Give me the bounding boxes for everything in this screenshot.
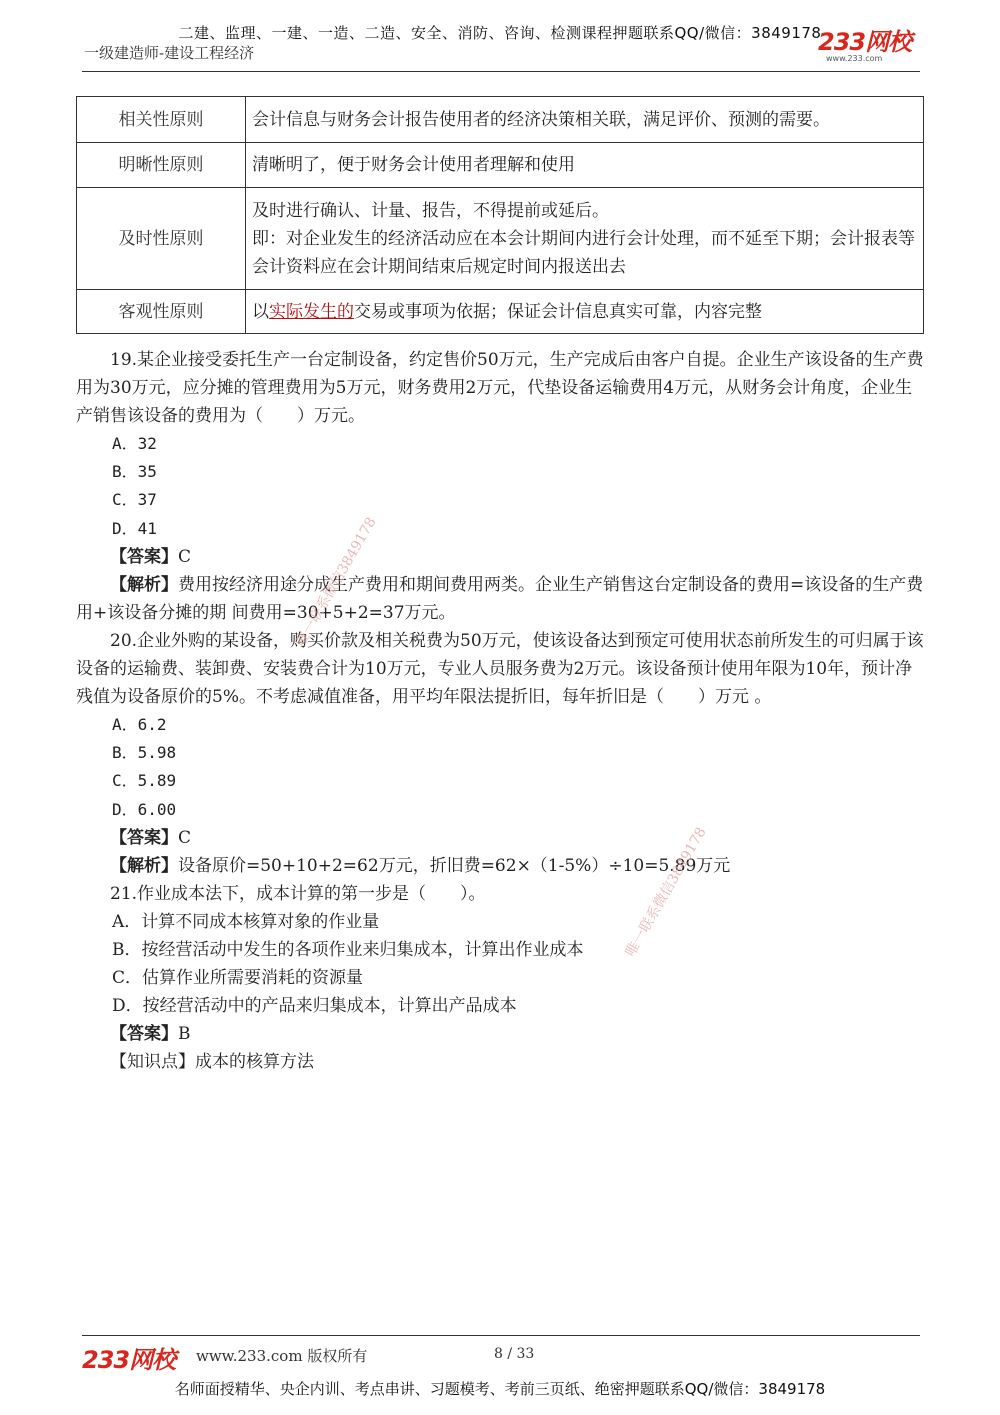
q19-stem: 19.某企业接受委托生产一台定制设备，约定售价50万元，生产完成后由客户自提。企业生产该设备的生产费用为30万元，应分摊的管理费用为5万元，财务费用2万元，代垫设备运输费用4万元，从财务会计角度，企业生产销售该设备的费用为（ ）万元。 (76, 350, 924, 427)
footer-divider (82, 1335, 920, 1336)
principles-table (76, 96, 924, 334)
q21-option-d: D．按经营活动中的产品来归集成本，计算出产品成本 (112, 996, 517, 1017)
desc-highlight: 实际发生的 (269, 301, 354, 322)
q20-answer (76, 824, 926, 852)
table-row (77, 188, 924, 290)
top-banner: 二建、监理、一建、一造、二造、安全、消防、咨询、检测课程押题联系QQ/微信：3849178 (178, 24, 822, 42)
principle-desc (246, 290, 924, 334)
q19-analysis (76, 571, 926, 627)
q21-answer (76, 1020, 926, 1048)
q20-option-a: A．6.2 (112, 715, 167, 735)
footer-logo: 233网校 (82, 1346, 176, 1374)
principle-desc: 清晰明了，便于财务会计使用者理解和使用 (246, 143, 924, 188)
q20-analysis (76, 852, 926, 880)
table-row (77, 143, 924, 188)
questions (76, 346, 926, 1076)
q19-option-c: C．37 (112, 490, 157, 510)
principle-desc-line: 及时进行确认、计量、报告，不得提前或延后。 (252, 200, 609, 221)
desc-post: 交易或事项为依据；保证会计信息真实可靠，内容完整 (354, 301, 762, 322)
q21-option-b: B．按经营活动中发生的各项作业来归集成本，计算出作业成本 (112, 939, 584, 960)
knowledge-label: 【知识点】 (110, 1052, 195, 1073)
principle-name: 客观性原则 (77, 290, 246, 334)
analysis-text: 费用按经济用途分成生产费用和期间费用两类。企业生产销售这台定制设备的费用=该设备的生产费用+该设备分摊的期 间费用=30+5+2=37万元。 (76, 574, 924, 623)
answer-value: B (178, 1024, 191, 1045)
q21-stem: 21.作业成本法下，成本计算的第一步是（ ）。 (110, 883, 486, 904)
answer-label: 【答案】 (110, 827, 178, 848)
table-row (77, 97, 924, 143)
answer-label: 【答案】 (110, 546, 178, 567)
principle-name: 相关性原则 (77, 97, 246, 143)
principle-desc: 会计信息与财务会计报告使用者的经济决策相关联，满足评价、预测的需要。 (246, 97, 924, 143)
q19-option-b: B．35 (112, 462, 157, 482)
q20-option-c: C．5.89 (112, 771, 177, 791)
q20-option-d: D．6.00 (112, 799, 177, 819)
q19-answer (76, 543, 926, 571)
q21-option-c: C．估算作业所需要消耗的资源量 (112, 968, 364, 989)
q20-stem: 20.企业外购的某设备，购买价款及相关税费为50万元，使该设备达到预定可使用状态前所发生的可归属于该设备的运输费、装卸费、安装费合计为10万元，专业人员服务费为2万元。该设备预计使用年限为10年，预计净残值为设备原价的5%。不考虑减值准备，用平均年限法提折旧，每年折旧是（ ）万元 。 (76, 630, 924, 708)
principle-name: 及时性原则 (77, 188, 246, 290)
logo-url: www.233.com (826, 54, 883, 63)
q19-option-d: D．41 (112, 518, 157, 538)
logo-233 (818, 30, 928, 64)
principle-desc-line: 即：对企业发生的经济活动应在本会计期间内进行会计处理，而不延至下期；会计报表等会计资料应在会计期间结束后规定时间内报送出去 (252, 228, 915, 277)
header-divider (82, 71, 920, 72)
table-row (77, 290, 924, 334)
watermark: 唯一联系微信3849178 (292, 514, 380, 650)
q20-option-b: B．5.98 (112, 743, 177, 763)
analysis-text: 设备原价=50+10+2=62万元，折旧费=62×（1-5%）÷10=5.89万元 (178, 855, 731, 876)
answer-value: C (178, 827, 192, 848)
principle-desc (246, 188, 924, 290)
page-number: 8 / 33 (494, 1346, 535, 1362)
doc-title: 一级建造师-建设工程经济 (84, 44, 255, 62)
knowledge-text: 成本的核算方法 (195, 1052, 314, 1073)
copyright: www.233.com 版权所有 (196, 1347, 368, 1365)
q19-option-a: A．32 (112, 434, 157, 454)
q21-option-a: A．计算不同成本核算对象的作业量 (112, 911, 380, 932)
analysis-label: 【解析】 (110, 855, 178, 876)
answer-label: 【答案】 (110, 1024, 178, 1045)
logo-text: 233网校 (818, 28, 912, 56)
watermark: 唯一联系微信3849178 (622, 824, 710, 960)
q21-knowledge (76, 1048, 926, 1076)
bottom-banner: 名师面授精华、央企内训、考点串讲、习题模考、考前三页纸、绝密押题联系QQ/微信：3849178 (174, 1380, 826, 1398)
answer-value: C (178, 546, 192, 567)
principle-name: 明晰性原则 (77, 143, 246, 188)
analysis-label: 【解析】 (110, 574, 178, 595)
desc-pre: 以 (252, 301, 269, 322)
